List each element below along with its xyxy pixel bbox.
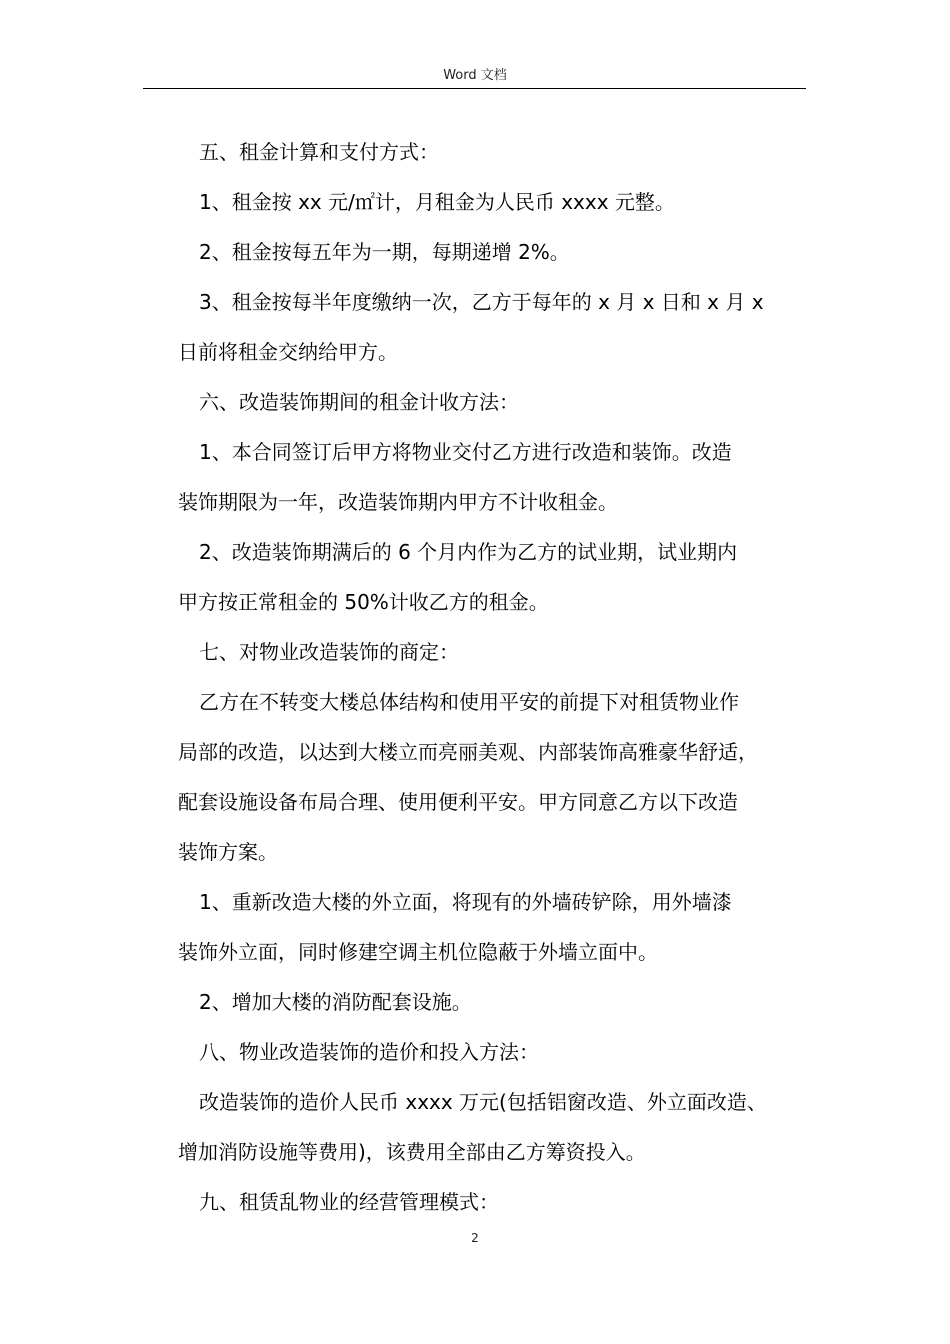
text-line: 配套设施设备布局合理、使用便利平安。甲方同意乙方以下改造 — [178, 790, 738, 814]
text-line: 日前将租金交纳给甲方。 — [178, 340, 398, 364]
text-line: 装饰期限为一年，改造装饰期内甲方不计收租金。 — [178, 490, 618, 514]
text-line: 3、租金按每半年度缴纳一次，乙方于每年的 x 月 x 日和 x 月 x — [199, 290, 764, 314]
text-line: 改造装饰的造价人民币 xxxx 万元(包括铝窗改造、外立面改造、 — [199, 1090, 767, 1114]
document-body — [178, 127, 818, 1227]
text-line: 装饰外立面，同时修建空调主机位隐蔽于外墙立面中。 — [178, 940, 658, 964]
text-line: 甲方按正常租金的 50%计收乙方的租金。 — [178, 590, 549, 614]
header-divider — [143, 88, 806, 89]
text-line: 局部的改造，以达到大楼立而亮丽美观、内部装饰高雅豪华舒适， — [178, 740, 758, 764]
text-line: 1、重新改造大楼的外立面，将现有的外墙砖铲除，用外墙漆 — [199, 890, 732, 914]
text-line: 1、租金按 xx 元/㎡计，月租金为人民币 xxxx 元整。 — [199, 190, 675, 214]
text-line: 五、租金计算和支付方式： — [199, 140, 439, 164]
page-number: 2 — [471, 1231, 479, 1245]
text-line: 2、租金按每五年为一期，每期递增 2%。 — [199, 240, 570, 264]
text-line: 六、改造装饰期间的租金计收方法： — [199, 390, 519, 414]
text-line: 装饰方案。 — [178, 840, 278, 864]
text-line: 八、物业改造装饰的造价和投入方法： — [199, 1040, 539, 1064]
text-line: 乙方在不转变大楼总体结构和使用平安的前提下对租赁物业作 — [199, 690, 739, 714]
text-line: 2、增加大楼的消防配套设施。 — [199, 990, 472, 1014]
text-line: 2、改造装饰期满后的 6 个月内作为乙方的试业期，试业期内 — [199, 540, 738, 564]
text-line: 增加消防设施等费用)，该费用全部由乙方筹资投入。 — [178, 1140, 646, 1164]
header-title: Word 文档 — [443, 68, 507, 83]
text-line: 九、租赁乱物业的经营管理模式： — [199, 1190, 499, 1214]
text-line: 七、对物业改造装饰的商定： — [199, 640, 459, 664]
text-line: 1、本合同签订后甲方将物业交付乙方进行改造和装饰。改造 — [199, 440, 732, 464]
